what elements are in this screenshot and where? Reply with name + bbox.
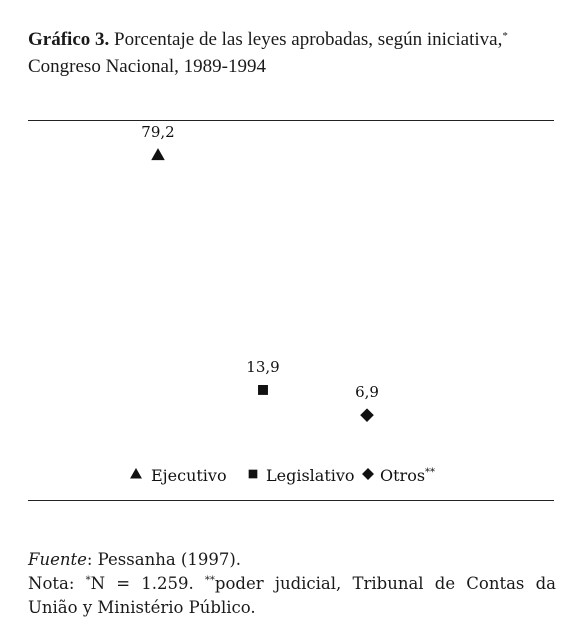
data-label: 79,2 (141, 122, 175, 141)
note-line-2: União y Ministério Público. (28, 598, 256, 617)
note-prefix: Nota: (28, 574, 86, 593)
figure-label: Gráfico 3. (28, 29, 110, 50)
note-text-1: N = 1.259. (90, 574, 205, 593)
source-line (28, 548, 556, 572)
legend-marker-triangle (130, 468, 142, 479)
title-line-2: Congreso Nacional, 1989-1994 (28, 56, 266, 77)
data-label: 13,9 (246, 357, 280, 376)
legend-marker-square (249, 470, 258, 479)
note-star-1: * (85, 575, 91, 586)
chart-footer (28, 548, 556, 620)
data-point-diamond (360, 408, 374, 422)
source-label: Fuente (28, 550, 87, 569)
legend-label: Legislativo (266, 466, 355, 485)
data-point-square (258, 385, 268, 395)
note-line-1 (28, 572, 556, 596)
title-footnote-marker: * (502, 30, 508, 42)
bottom-rule (28, 500, 554, 501)
note-text-2: poder judicial, Tribunal de Contas da (214, 574, 556, 593)
legend-marker-diamond (362, 468, 374, 480)
legend-label: Otros** (380, 466, 436, 485)
source-text: : Pessanha (1997). (86, 550, 242, 569)
data-label: 6,9 (355, 383, 379, 402)
title-text: Porcentaje de las leyes aprobadas, según iniciativa, (114, 29, 503, 50)
legend-label: Ejecutivo (151, 466, 227, 485)
data-point-triangle (151, 148, 165, 160)
note-star-2: ** (204, 575, 215, 586)
